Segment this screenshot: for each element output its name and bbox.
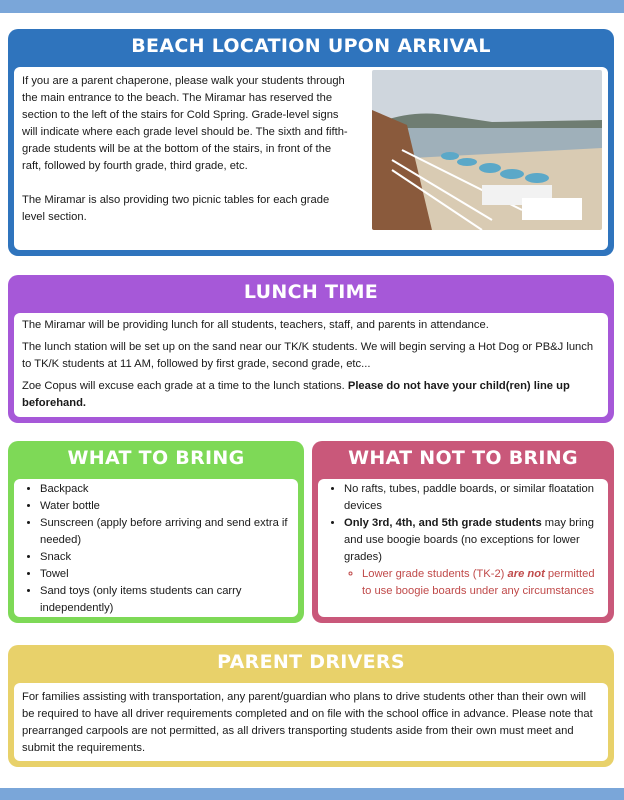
lunch-time-card [8,275,614,423]
lunch-warning-text: Please do not have your child(ren) line up beforehand. [22,380,570,409]
what-to-bring-card [8,441,304,623]
parent-drivers-paragraph: For families assisting with transportation, any parent/guardian who plans to drive students other than their own will be required to have all driver requirements completed and on file with the school office in advance. Please note that prearranged carpools are not permitted, as all drivers transporting students aside from their own must meet and submit the requirements. [22,691,593,754]
sub-list-item [362,566,600,600]
lunch-paragraph-2: The lunch station will be set up on the sand near our TK/K students. We will begin serving a Hot Dog or PB&J lunch to TK/K students at 11 AM, followed by first grade, second grade, etc... [22,341,594,370]
beach-photo [372,70,602,230]
lunch-time-title: LUNCH TIME [243,281,379,303]
what-not-to-bring-body [318,479,608,617]
what-not-to-bring-title: WHAT NOT TO BRING [348,447,578,469]
list-item: • Snack [40,549,290,566]
lunch-paragraph-1: The Miramar will be providing lunch for all students, teachers, staff, and parents in attendance. [22,319,489,331]
list-item: • Towel [40,566,290,583]
what-not-to-bring-card [312,441,614,623]
list-item: • Sunscreen (apply before arriving and send extra if needed) [40,515,290,549]
what-to-bring-body [14,479,298,617]
list-item: • Backpack [40,481,290,498]
beach-location-card [8,29,614,256]
what-to-bring-title: WHAT TO BRING [67,447,245,469]
not-bring-list [326,481,600,600]
lower-grade-text: Lower grade students (TK-2) [362,568,508,580]
parent-drivers-title: PARENT DRIVERS [217,651,405,673]
lunch-paragraph-3 [22,378,600,412]
list-item: • No rafts, tubes, paddle boards, or similar floatation devices [344,481,600,515]
top-border-bar [0,0,624,13]
parent-drivers-body [14,683,608,761]
bring-list [22,481,290,617]
list-item: • Water bottle [40,498,290,515]
boogie-board-rule: may bring and use boogie boards (no exceptions for lower grades) [344,517,594,563]
list-item [344,515,600,600]
lunch-time-body [14,313,608,417]
beach-location-title: BEACH LOCATION UPON ARRIVAL [131,35,491,57]
beach-paragraph-2: The Miramar is also providing two picnic tables for each grade level section. [22,194,330,223]
beach-paragraph-1: If you are a parent chaperone, please walk your students through the main entrance to the beach. The Miramar has reserved the section to the left of the stairs for Cold Spring. Grade-level signs will indicate where each grade level should be. The sixth and fifth-grade students will be at the bottom of the stairs, in front of the raft, followed by fourth grade, third grade, etc. [22,75,348,172]
bottom-border-bar [0,788,624,800]
lunch-excuse-text: Zoe Copus will excuse each grade at a time to the lunch stations. [22,380,348,392]
parent-drivers-card [8,645,614,767]
are-not-emphasis: are not [507,568,545,580]
sub-list [344,566,600,600]
boogie-board-grades: Only 3rd, 4th, and 5th grade students [344,517,542,529]
permitted-text: permitted to use boogie boards under any circumstances [362,568,595,597]
list-item: • Sand toys (only items students can carry independently) [40,583,290,617]
